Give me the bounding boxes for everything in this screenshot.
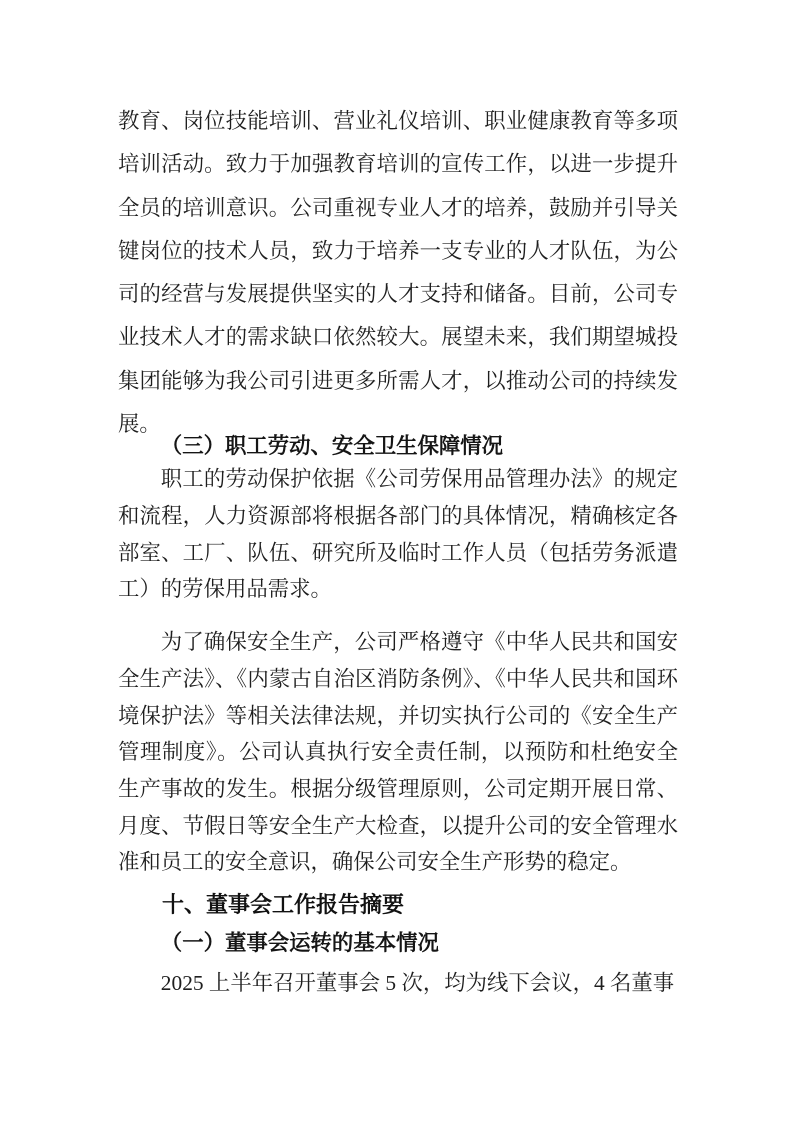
paragraph-board-meetings: 2025 上半年召开董事会 5 次，均为线下会议，4 名董事 <box>160 971 675 996</box>
heading-subsection-1-board-operation: （一）董事会运转的基本情况 <box>160 931 439 956</box>
heading-section-10-board-report: 十、董事会工作报告摘要 <box>162 892 405 918</box>
paragraph-labor-protection: 职工的劳动保护依据《公司劳保用品管理办法》的规定和流程，人力资源部将根据各部门的具体情况，精确核定各部室、工厂、队伍、研究所及临时工作人员（包括劳务派遣工）的劳保用品需求。 <box>118 467 678 602</box>
heading-section-3-labor-safety: （三）职工劳动、安全卫生保障情况 <box>160 434 504 459</box>
paragraph-safety-production: 为了确保安全生产，公司严格遵守《中华人民共和国安全生产法》、《内蒙古自治区消防条例》、《中华人民共和国环境保护法》等相关法律法规，并切实执行公司的《安全生产管理制度》。公司认真执行安全责任制，以预防和杜绝安全生产事故的发生。根据分级管理原则，公司定期开展日常、月度、节假日等安全生产大检查，以提升公司的安全管理水准和员工的安全意识，确保公司安全生产形势的稳定。 <box>118 630 678 875</box>
paragraph-training-continuation: 教育、岗位技能培训、营业礼仪培训、职业健康教育等多项培训活动。致力于加强教育培训的宣传工作，以进一步提升全员的培训意识。公司重视专业人才的培养，鼓励并引导关键岗位的技术人员，致力于培养一支专业的人才队伍，为公司的经营与发展提供坚实的人才支持和储备。目前，公司专业技术人才的需求缺口依然较大。展望未来，我们期望城投集团能够为我公司引进更多所需人才，以推动公司的持续发展。 <box>118 109 678 437</box>
